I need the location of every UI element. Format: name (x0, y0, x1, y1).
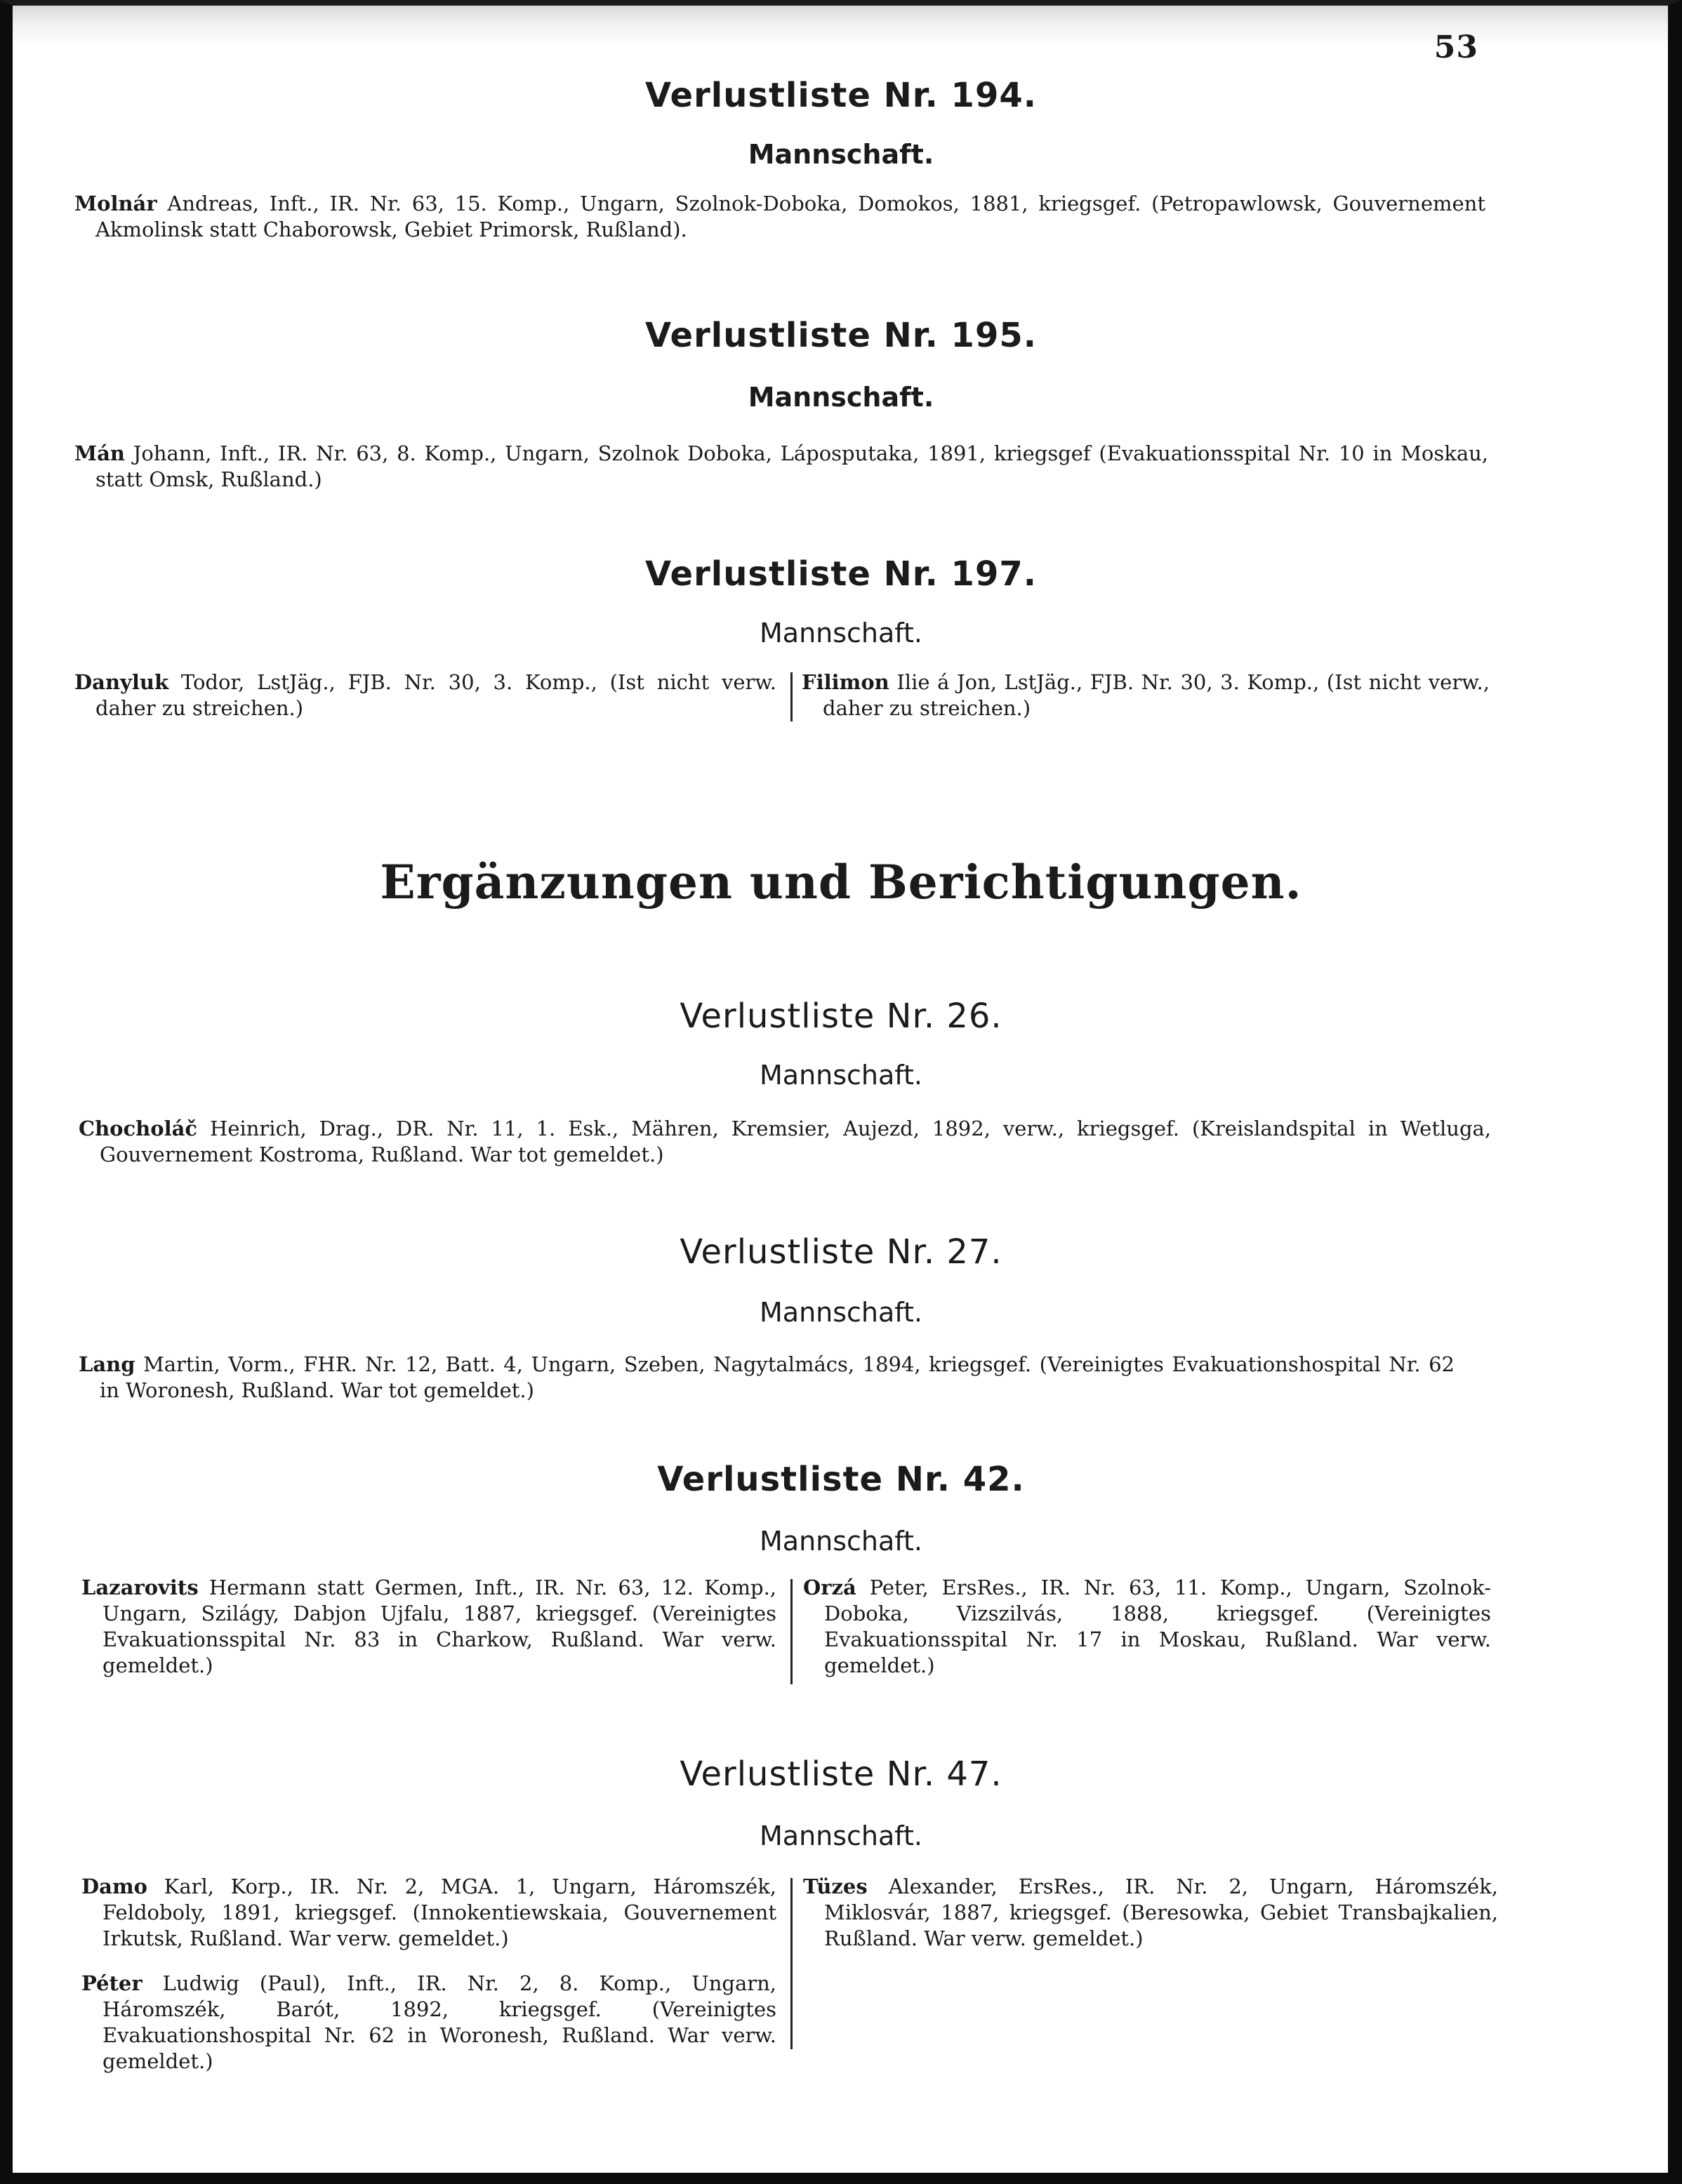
entry-name: Molnár (74, 192, 157, 215)
entry-text: Martin, Vorm., FHR. Nr. 12, Batt. 4, Ungarn, Szeben, Nagytalmács, 1894, kriegsgef. (Vereinigtes Evakuationshospital Nr. 62 in Woronesh, Rußland. War tot gemeldet.) (100, 1352, 1455, 1402)
list-item (74, 441, 1488, 493)
entry-name: Mán (74, 441, 125, 465)
list-item (803, 1575, 1491, 1679)
entry-text: Ilie á Jon, LstJäg., FJB. Nr. 30, 3. Komp., (Ist nicht verw., daher zu streichen.) (823, 670, 1490, 720)
section-subtitle: Mannschaft. (748, 382, 934, 413)
section-title: Verlustliste Nr. 27. (680, 1232, 1002, 1272)
section-subtitle: Mannschaft. (760, 1820, 922, 1851)
entry-name: Damo (81, 1875, 147, 1898)
entry-name: Péter (81, 1971, 143, 1995)
list-item (74, 670, 776, 721)
entry-text: Todor, LstJäg., FJB. Nr. 30, 3. Komp., (Ist nicht verw. daher zu streichen.) (95, 670, 776, 720)
list-item (81, 1874, 776, 1952)
section-title: Verlustliste Nr. 195. (645, 316, 1037, 355)
page-number: 53 (1433, 29, 1478, 65)
entry-name: Lang (79, 1352, 135, 1376)
section-subtitle: Mannschaft. (748, 139, 934, 170)
entry-name: Tüzes (803, 1875, 868, 1898)
section-subtitle: Mannschaft. (760, 1526, 922, 1557)
entry-text: Heinrich, Drag., DR. Nr. 11, 1. Esk., Mähren, Kremsier, Aujezd, 1892, verw., kriegsgef. (Kreislandspital in Wetluga, Gouvernement Kostroma, Rußland. War tot gemeldet.) (100, 1117, 1492, 1166)
entry-text: Hermann statt Germen, Inft., IR. Nr. 63, 12. Komp., Ungarn, Szilágy, Dabjon Ujfalu, 1887, kriegsgef. (Vereinigtes Evakuationsspital Nr. 83 in Charkow, Rußland. War verw. gemeldet.) (102, 1576, 777, 1677)
entry-text: Alexander, ErsRes., IR. Nr. 2, Ungarn, Háromszék, Miklosvár, 1887, kriegsgef. (Beresowka, Gebiet Transbajkalien, Rußland. War verw. gemeldet.) (824, 1875, 1499, 1950)
entry-text: Karl, Korp., IR. Nr. 2, MGA. 1, Ungarn, Háromszék, Feldoboly, 1891, kriegsgef. (Innokentiewskaia, Gouvernement Irkutsk, Rußland. War verw. gemeldet.) (102, 1875, 776, 1950)
list-item (81, 1971, 776, 2075)
entry-name: Chocholáč (79, 1117, 198, 1140)
section-title: Verlustliste Nr. 42. (657, 1460, 1025, 1499)
section-subtitle: Mannschaft. (760, 1297, 922, 1328)
section-title: Verlustliste Nr. 194. (645, 76, 1037, 115)
page-title: Ergänzungen und Berichtigungen. (380, 855, 1302, 910)
entry-text: Johann, Inft., IR. Nr. 63, 8. Komp., Ungarn, Szolnok Doboka, Láposputaka, 1891, kriegsgef (Evakuationsspital Nr. 10 in Moskau, statt Omsk, Rußland.) (95, 441, 1489, 491)
column-divider (790, 1579, 793, 1684)
entry-text: Peter, ErsRes., IR. Nr. 63, 11. Komp., Ungarn, Szolnok-Doboka, Vizszilvás, 1888, kriegsgef. (Vereinigtes Evakuationsspital Nr. 17 in Moskau, Rußland. War verw. gemeldet.) (824, 1576, 1492, 1677)
section-subtitle: Mannschaft. (760, 618, 922, 648)
entry-name: Lazarovits (81, 1576, 199, 1599)
entry-text: Ludwig (Paul), Inft., IR. Nr. 2, 8. Komp., Ungarn, Háromszék, Barót, 1892, kriegsgef. (Vereinigtes Evakuationshospital Nr. 62 in Woronesh, Rußland. War verw. gemeldet.) (102, 1971, 776, 2073)
entry-text: Andreas, Inft., IR. Nr. 63, 15. Komp., Ungarn, Szolnok-Doboka, Domokos, 1881, kriegsgef. (Petropawlowsk, Gouvernement Akmolinsk statt Chaborowsk, Gebiet Primorsk, Rußland). (95, 192, 1486, 241)
list-item (79, 1116, 1491, 1168)
column-divider (790, 1878, 793, 2049)
column-divider (790, 672, 793, 721)
section-title: Verlustliste Nr. 197. (645, 554, 1037, 594)
entry-name: Danyluk (74, 670, 169, 694)
list-item (802, 670, 1490, 721)
section-title: Verlustliste Nr. 26. (680, 997, 1002, 1036)
entry-name: Orzá (803, 1576, 856, 1599)
section-subtitle: Mannschaft. (760, 1060, 922, 1091)
entry-name: Filimon (802, 670, 889, 694)
list-item (81, 1575, 776, 1679)
list-item (803, 1874, 1498, 1952)
list-item (79, 1352, 1455, 1404)
list-item (74, 191, 1485, 243)
section-title: Verlustliste Nr. 47. (680, 1754, 1002, 1794)
